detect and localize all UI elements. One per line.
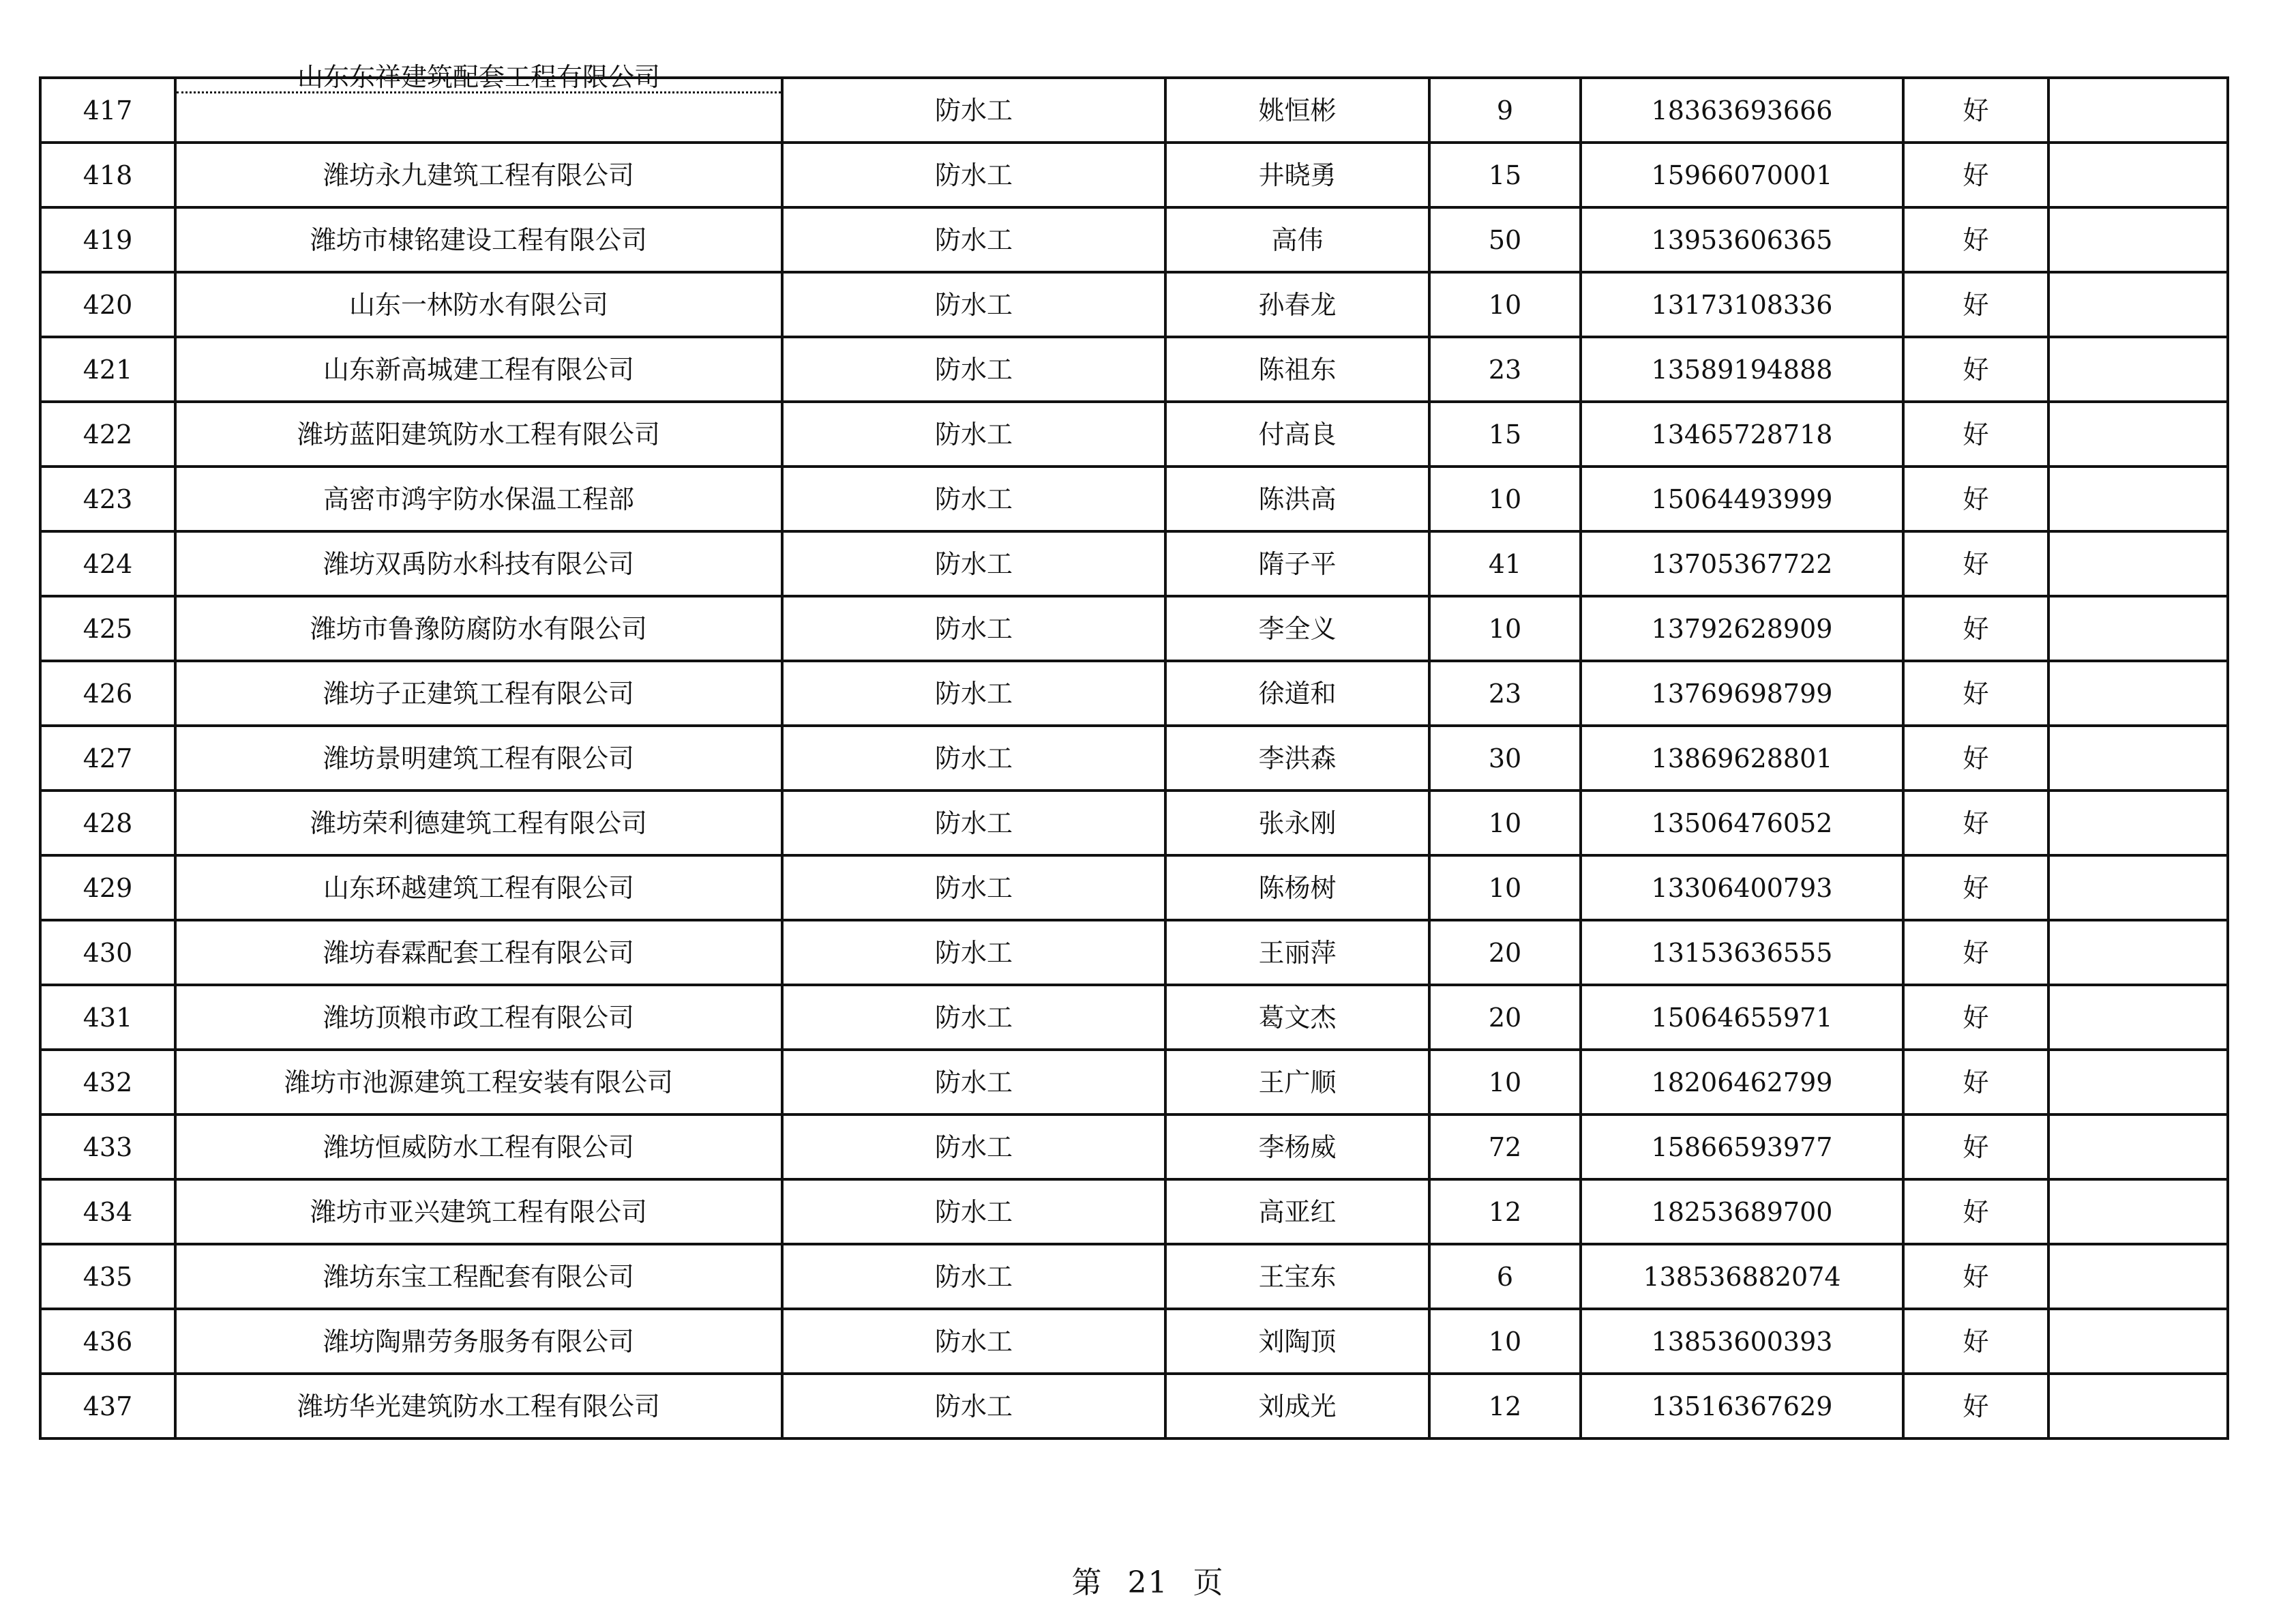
cell-remark bbox=[2048, 985, 2228, 1050]
cell-company-name: 山东新高城建工程有限公司 bbox=[175, 337, 782, 402]
cell-company-name: 潍坊景明建筑工程有限公司 bbox=[175, 726, 782, 791]
cell-phone: 13173108336 bbox=[1581, 272, 1903, 337]
cell-remark bbox=[2048, 920, 2228, 985]
table-row bbox=[40, 1244, 2228, 1309]
cell-phone: 13465728718 bbox=[1581, 402, 1903, 467]
table-row bbox=[40, 402, 2228, 467]
cell-company-name: 潍坊永九建筑工程有限公司 bbox=[175, 143, 782, 207]
cell-remark bbox=[2048, 1309, 2228, 1374]
cell-phone: 18253689700 bbox=[1581, 1179, 1903, 1244]
cell-worker-count: 20 bbox=[1429, 985, 1581, 1050]
cell-worker-count: 9 bbox=[1429, 78, 1581, 143]
cell-phone: 13306400793 bbox=[1581, 855, 1903, 920]
cell-rating: 好 bbox=[1903, 726, 2048, 791]
cell-company-name bbox=[175, 62, 782, 143]
cell-rating: 好 bbox=[1903, 920, 2048, 985]
cell-rating: 好 bbox=[1903, 596, 2048, 661]
cell-serial-number: 434 bbox=[40, 1179, 175, 1244]
cell-serial-number: 428 bbox=[40, 791, 175, 855]
cell-trade: 防水工 bbox=[782, 596, 1165, 661]
cell-serial-number: 433 bbox=[40, 1114, 175, 1179]
cell-trade: 防水工 bbox=[782, 337, 1165, 402]
cell-worker-count: 10 bbox=[1429, 272, 1581, 337]
cell-serial-number: 426 bbox=[40, 661, 175, 726]
cell-contact-person: 王宝东 bbox=[1165, 1244, 1429, 1309]
cell-company-name: 潍坊顶粮市政工程有限公司 bbox=[175, 985, 782, 1050]
cell-company-name: 潍坊市棣铭建设工程有限公司 bbox=[175, 207, 782, 272]
cell-trade: 防水工 bbox=[782, 78, 1165, 143]
table-row bbox=[40, 661, 2228, 726]
cell-rating: 好 bbox=[1903, 1050, 2048, 1114]
cell-remark bbox=[2048, 791, 2228, 855]
cell-phone: 13769698799 bbox=[1581, 661, 1903, 726]
cell-phone: 15966070001 bbox=[1581, 143, 1903, 207]
cell-worker-count: 6 bbox=[1429, 1244, 1581, 1309]
cell-rating: 好 bbox=[1903, 272, 2048, 337]
cell-serial-number: 427 bbox=[40, 726, 175, 791]
cell-contact-person: 姚恒彬 bbox=[1165, 78, 1429, 143]
cell-serial-number: 425 bbox=[40, 596, 175, 661]
table-row bbox=[40, 985, 2228, 1050]
table-row bbox=[40, 1179, 2228, 1244]
cell-remark bbox=[2048, 1114, 2228, 1179]
cell-worker-count: 30 bbox=[1429, 726, 1581, 791]
table-row bbox=[40, 207, 2228, 272]
cell-trade: 防水工 bbox=[782, 207, 1165, 272]
table-row bbox=[40, 596, 2228, 661]
cell-serial-number: 418 bbox=[40, 143, 175, 207]
cell-company-name: 山东一林防水有限公司 bbox=[175, 272, 782, 337]
page-number: 21 bbox=[1127, 1565, 1169, 1600]
cell-worker-count: 10 bbox=[1429, 1309, 1581, 1374]
cell-remark bbox=[2048, 467, 2228, 531]
cell-serial-number: 437 bbox=[40, 1374, 175, 1438]
cell-phone: 13153636555 bbox=[1581, 920, 1903, 985]
cell-contact-person: 葛文杰 bbox=[1165, 985, 1429, 1050]
cell-contact-person: 李杨威 bbox=[1165, 1114, 1429, 1179]
cell-contact-person: 付高良 bbox=[1165, 402, 1429, 467]
cell-serial-number: 435 bbox=[40, 1244, 175, 1309]
cell-worker-count: 10 bbox=[1429, 855, 1581, 920]
cell-serial-number: 423 bbox=[40, 467, 175, 531]
cell-trade: 防水工 bbox=[782, 531, 1165, 596]
cell-worker-count: 10 bbox=[1429, 791, 1581, 855]
cell-worker-count: 10 bbox=[1429, 1050, 1581, 1114]
cell-rating: 好 bbox=[1903, 1114, 2048, 1179]
cell-contact-person: 孙春龙 bbox=[1165, 272, 1429, 337]
cell-remark bbox=[2048, 337, 2228, 402]
cell-contact-person: 高伟 bbox=[1165, 207, 1429, 272]
cell-company-name: 潍坊恒威防水工程有限公司 bbox=[175, 1114, 782, 1179]
cell-worker-count: 12 bbox=[1429, 1179, 1581, 1244]
cell-worker-count: 10 bbox=[1429, 467, 1581, 531]
cell-company-name: 潍坊荣利德建筑工程有限公司 bbox=[175, 791, 782, 855]
cell-remark bbox=[2048, 78, 2228, 143]
cell-phone: 138536882074 bbox=[1581, 1244, 1903, 1309]
cell-trade: 防水工 bbox=[782, 791, 1165, 855]
cell-company-name: 山东环越建筑工程有限公司 bbox=[175, 855, 782, 920]
cell-phone: 13853600393 bbox=[1581, 1309, 1903, 1374]
cell-serial-number: 430 bbox=[40, 920, 175, 985]
cell-rating: 好 bbox=[1903, 661, 2048, 726]
cell-worker-count: 23 bbox=[1429, 337, 1581, 402]
cell-phone: 18206462799 bbox=[1581, 1050, 1903, 1114]
cell-worker-count: 20 bbox=[1429, 920, 1581, 985]
table-row bbox=[40, 791, 2228, 855]
cell-trade: 防水工 bbox=[782, 920, 1165, 985]
cell-rating: 好 bbox=[1903, 855, 2048, 920]
table-row bbox=[40, 1050, 2228, 1114]
cell-remark bbox=[2048, 402, 2228, 467]
cell-remark bbox=[2048, 207, 2228, 272]
cell-worker-count: 15 bbox=[1429, 402, 1581, 467]
cell-phone: 18363693666 bbox=[1581, 78, 1903, 143]
cell-rating: 好 bbox=[1903, 1244, 2048, 1309]
cell-trade: 防水工 bbox=[782, 1309, 1165, 1374]
cell-company-name: 潍坊华光建筑防水工程有限公司 bbox=[175, 1374, 782, 1438]
cell-contact-person: 陈祖东 bbox=[1165, 337, 1429, 402]
cell-worker-count: 10 bbox=[1429, 596, 1581, 661]
contractor-table bbox=[39, 62, 2229, 1440]
cell-company-name: 潍坊东宝工程配套有限公司 bbox=[175, 1244, 782, 1309]
cell-phone: 13869628801 bbox=[1581, 726, 1903, 791]
cell-rating: 好 bbox=[1903, 402, 2048, 467]
table-row bbox=[40, 272, 2228, 337]
cell-serial-number: 419 bbox=[40, 207, 175, 272]
table-row bbox=[40, 531, 2228, 596]
table-row bbox=[40, 467, 2228, 531]
cell-trade: 防水工 bbox=[782, 143, 1165, 207]
cell-company-name-text: 山东东祥建筑配套工程有限公司 bbox=[177, 64, 781, 93]
page-footer bbox=[0, 1558, 2296, 1601]
cell-trade: 防水工 bbox=[782, 272, 1165, 337]
cell-contact-person: 李全义 bbox=[1165, 596, 1429, 661]
cell-company-name: 潍坊双禹防水科技有限公司 bbox=[175, 531, 782, 596]
cell-remark bbox=[2048, 143, 2228, 207]
cell-contact-person: 李洪森 bbox=[1165, 726, 1429, 791]
cell-company-name: 潍坊市鲁豫防腐防水有限公司 bbox=[175, 596, 782, 661]
cell-trade: 防水工 bbox=[782, 467, 1165, 531]
cell-remark bbox=[2048, 1374, 2228, 1438]
cell-rating: 好 bbox=[1903, 985, 2048, 1050]
table-row bbox=[40, 1309, 2228, 1374]
cell-contact-person: 井晓勇 bbox=[1165, 143, 1429, 207]
cell-phone: 15064655971 bbox=[1581, 985, 1903, 1050]
cell-contact-person: 张永刚 bbox=[1165, 791, 1429, 855]
cell-phone: 15064493999 bbox=[1581, 467, 1903, 531]
cell-worker-count: 12 bbox=[1429, 1374, 1581, 1438]
cell-trade: 防水工 bbox=[782, 1374, 1165, 1438]
cell-remark bbox=[2048, 596, 2228, 661]
cell-contact-person: 陈杨树 bbox=[1165, 855, 1429, 920]
cell-trade: 防水工 bbox=[782, 985, 1165, 1050]
cell-phone: 13589194888 bbox=[1581, 337, 1903, 402]
cell-contact-person: 高亚红 bbox=[1165, 1179, 1429, 1244]
table-row bbox=[40, 78, 2228, 143]
cell-phone: 13506476052 bbox=[1581, 791, 1903, 855]
cell-trade: 防水工 bbox=[782, 661, 1165, 726]
cell-trade: 防水工 bbox=[782, 1179, 1165, 1244]
cell-worker-count: 72 bbox=[1429, 1114, 1581, 1179]
cell-serial-number: 429 bbox=[40, 855, 175, 920]
cell-serial-number: 424 bbox=[40, 531, 175, 596]
cell-company-name: 潍坊陶鼎劳务服务有限公司 bbox=[175, 1309, 782, 1374]
cell-company-name: 潍坊市池源建筑工程安装有限公司 bbox=[175, 1050, 782, 1114]
cell-phone: 13953606365 bbox=[1581, 207, 1903, 272]
cell-rating: 好 bbox=[1903, 531, 2048, 596]
cell-worker-count: 41 bbox=[1429, 531, 1581, 596]
page-number-prefix: 第 bbox=[1071, 1565, 1103, 1600]
cell-serial-number: 431 bbox=[40, 985, 175, 1050]
cell-company-name: 潍坊蓝阳建筑防水工程有限公司 bbox=[175, 402, 782, 467]
table-row bbox=[40, 1374, 2228, 1438]
cell-rating: 好 bbox=[1903, 337, 2048, 402]
cell-contact-person: 隋子平 bbox=[1165, 531, 1429, 596]
page-number-suffix: 页 bbox=[1193, 1565, 1225, 1600]
cell-trade: 防水工 bbox=[782, 1050, 1165, 1114]
cell-serial-number: 420 bbox=[40, 272, 175, 337]
cell-serial-number: 422 bbox=[40, 402, 175, 467]
cell-contact-person: 陈洪高 bbox=[1165, 467, 1429, 531]
cell-contact-person: 王丽萍 bbox=[1165, 920, 1429, 985]
cell-rating: 好 bbox=[1903, 791, 2048, 855]
cell-serial-number: 432 bbox=[40, 1050, 175, 1114]
cell-remark bbox=[2048, 272, 2228, 337]
cell-worker-count: 23 bbox=[1429, 661, 1581, 726]
table-row bbox=[40, 726, 2228, 791]
cell-worker-count: 15 bbox=[1429, 143, 1581, 207]
cell-serial-number: 421 bbox=[40, 337, 175, 402]
cell-company-name: 潍坊子正建筑工程有限公司 bbox=[175, 661, 782, 726]
table-body bbox=[40, 62, 2228, 1438]
cell-remark bbox=[2048, 661, 2228, 726]
cell-trade: 防水工 bbox=[782, 402, 1165, 467]
cell-rating: 好 bbox=[1903, 143, 2048, 207]
cell-trade: 防水工 bbox=[782, 1244, 1165, 1309]
cell-contact-person: 刘成光 bbox=[1165, 1374, 1429, 1438]
cell-rating: 好 bbox=[1903, 1309, 2048, 1374]
cell-remark bbox=[2048, 531, 2228, 596]
table-row bbox=[40, 920, 2228, 985]
cell-phone: 13792628909 bbox=[1581, 596, 1903, 661]
cell-rating: 好 bbox=[1903, 207, 2048, 272]
cell-rating: 好 bbox=[1903, 467, 2048, 531]
table-row bbox=[40, 337, 2228, 402]
cell-contact-person: 徐道和 bbox=[1165, 661, 1429, 726]
cell-trade: 防水工 bbox=[782, 726, 1165, 791]
cell-phone: 15866593977 bbox=[1581, 1114, 1903, 1179]
cell-serial-number: 417 bbox=[40, 78, 175, 143]
cell-remark bbox=[2048, 1050, 2228, 1114]
table-row bbox=[40, 143, 2228, 207]
cell-trade: 防水工 bbox=[782, 855, 1165, 920]
cell-rating: 好 bbox=[1903, 78, 2048, 143]
cell-rating: 好 bbox=[1903, 1179, 2048, 1244]
cell-company-name: 潍坊春霖配套工程有限公司 bbox=[175, 920, 782, 985]
cell-rating: 好 bbox=[1903, 1374, 2048, 1438]
cell-serial-number: 436 bbox=[40, 1309, 175, 1374]
table-row bbox=[40, 855, 2228, 920]
cell-contact-person: 王广顺 bbox=[1165, 1050, 1429, 1114]
cell-remark bbox=[2048, 1179, 2228, 1244]
cell-phone: 13705367722 bbox=[1581, 531, 1903, 596]
cell-trade: 防水工 bbox=[782, 1114, 1165, 1179]
cell-remark bbox=[2048, 855, 2228, 920]
cell-remark bbox=[2048, 1244, 2228, 1309]
cell-phone: 13516367629 bbox=[1581, 1374, 1903, 1438]
cell-worker-count: 50 bbox=[1429, 207, 1581, 272]
cell-contact-person: 刘陶顶 bbox=[1165, 1309, 1429, 1374]
cell-company-name: 潍坊市亚兴建筑工程有限公司 bbox=[175, 1179, 782, 1244]
cell-company-name: 高密市鸿宇防水保温工程部 bbox=[175, 467, 782, 531]
table-row bbox=[40, 1114, 2228, 1179]
cell-remark bbox=[2048, 726, 2228, 791]
